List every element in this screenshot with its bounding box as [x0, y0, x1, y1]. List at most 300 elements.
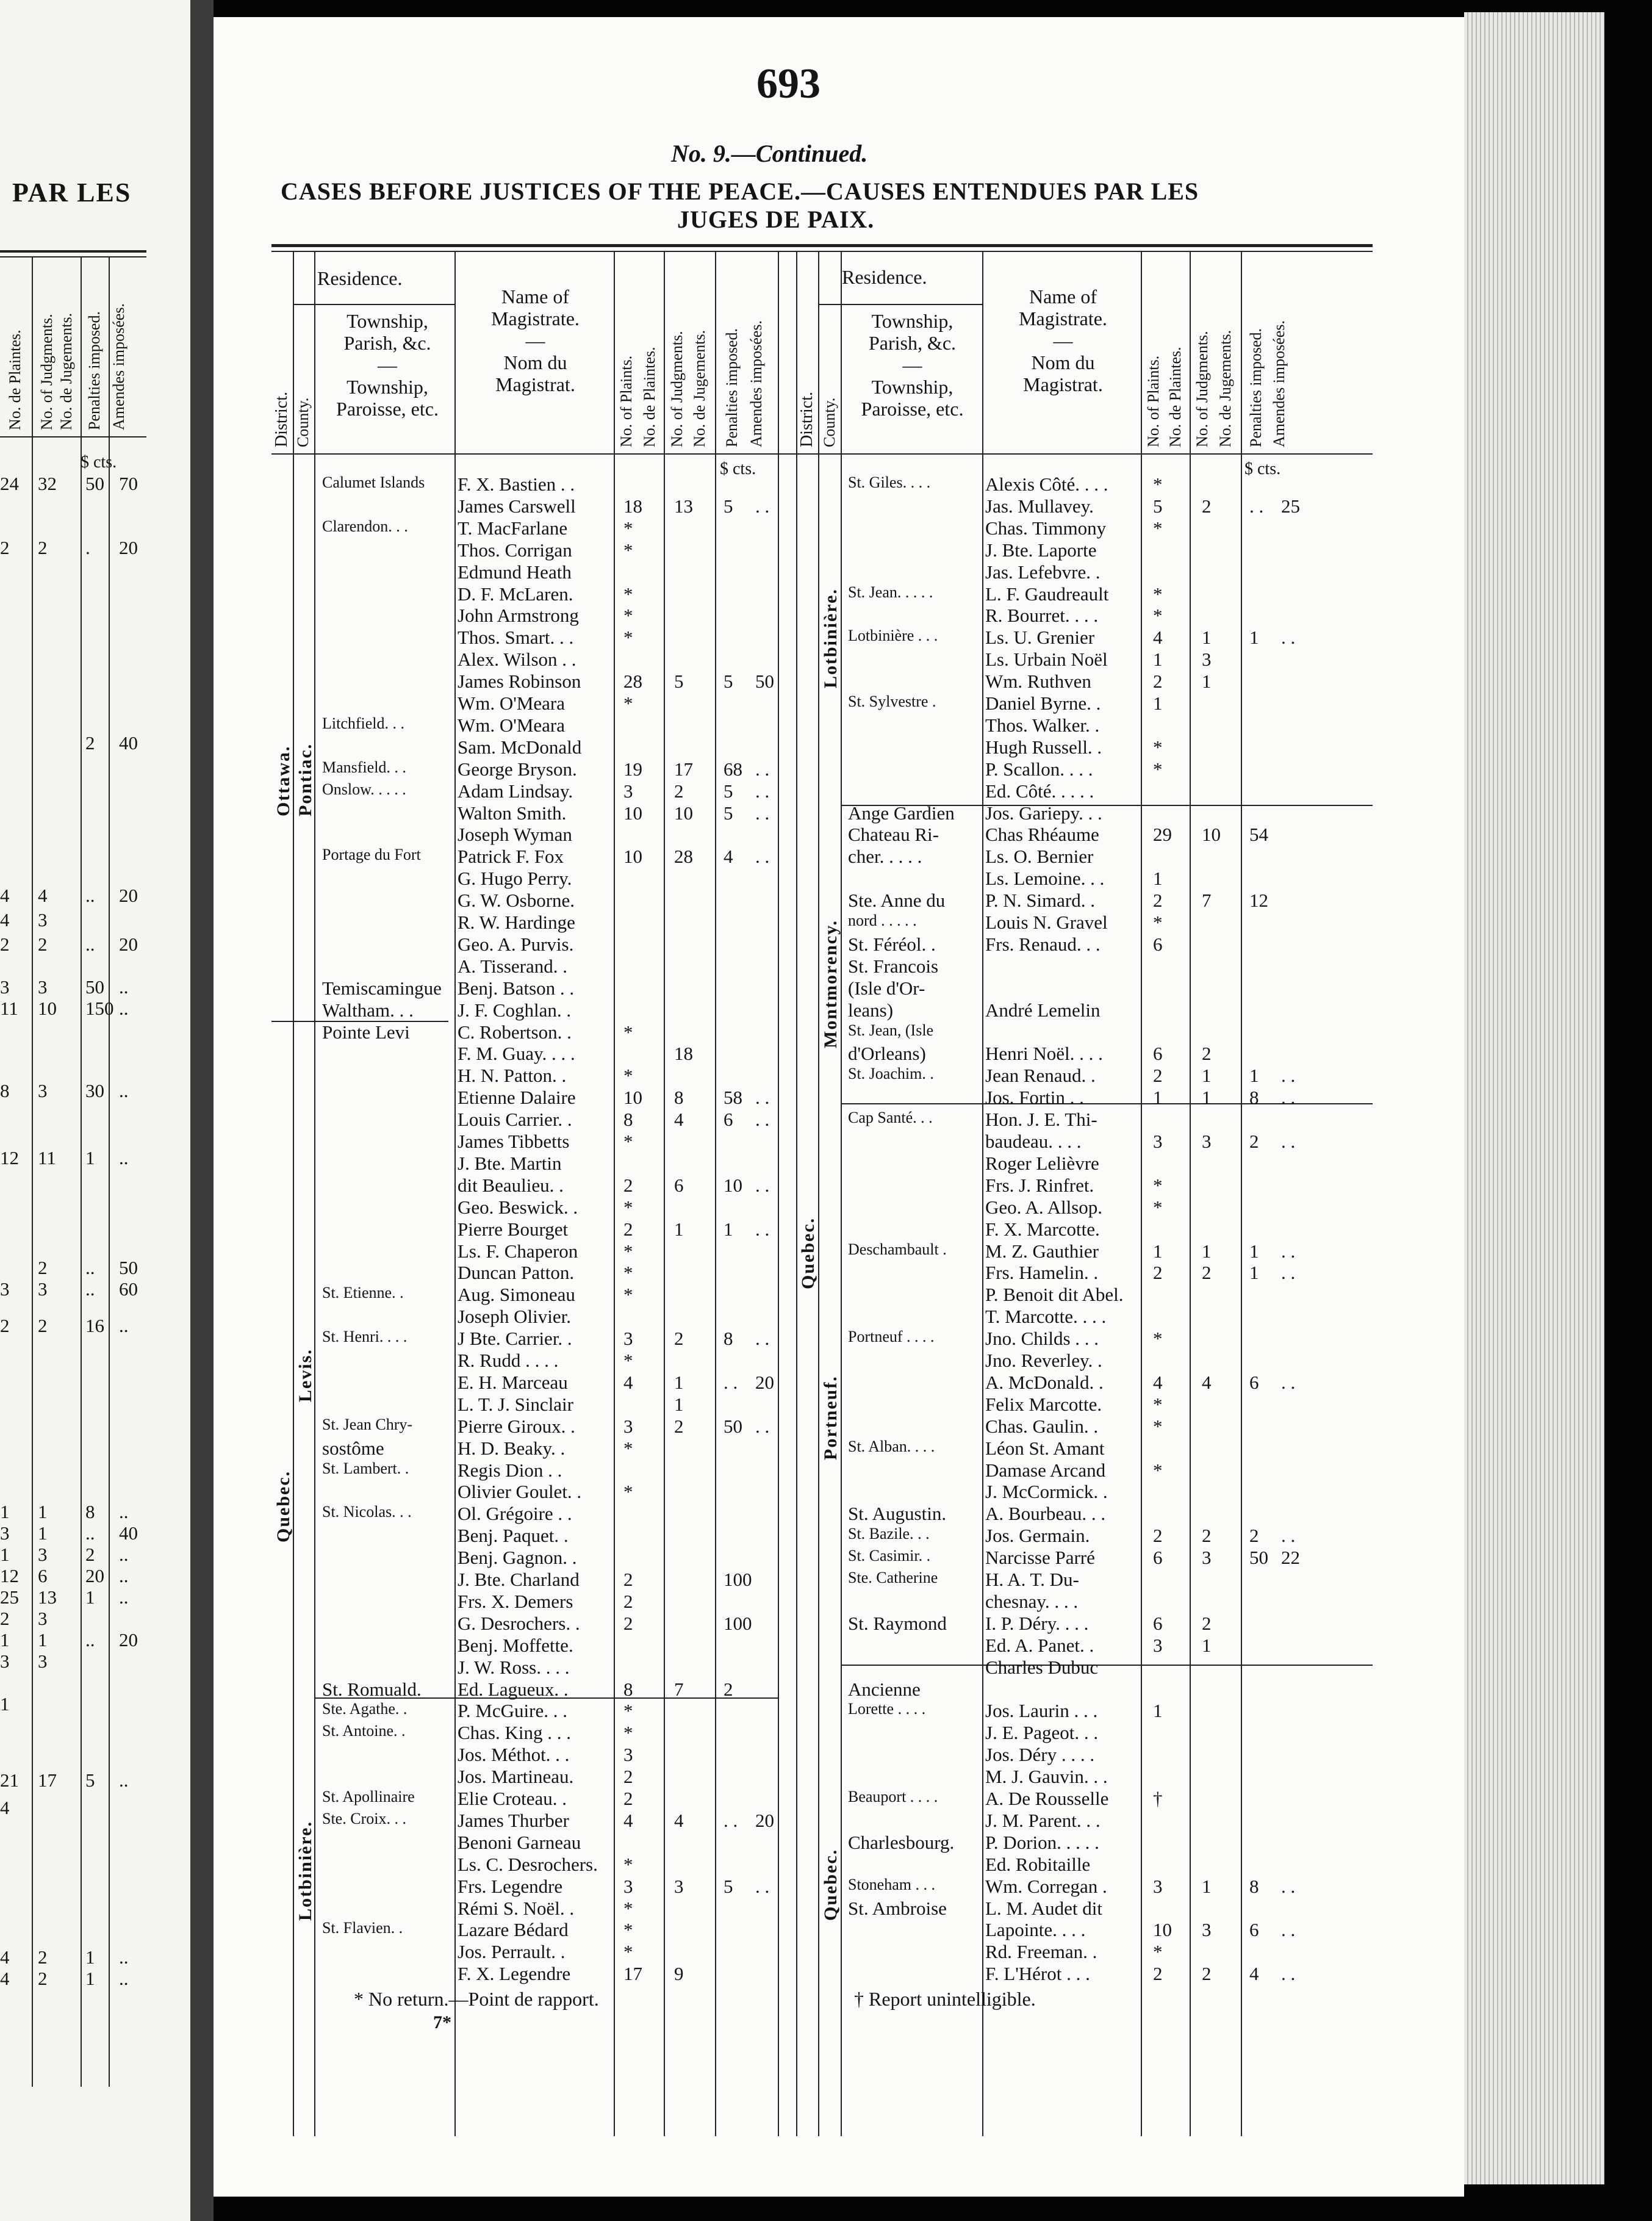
magistrate-cell: Benj. Moffette. [458, 1634, 573, 1656]
magistrate-cell: Frs. X. Demers [458, 1590, 573, 1612]
residence-cell: Lotbinière . . . [848, 627, 938, 645]
left-fragment-cell: .. [119, 976, 129, 998]
magistrate-cell: A. De Rousselle [985, 1788, 1109, 1809]
plaints-cell: 8 [623, 1678, 633, 1700]
residence-cell: Ste. Anne du [848, 890, 946, 912]
magistrate-cell: Léon St. Amant [985, 1437, 1105, 1459]
left-fragment-cell: 1 [85, 1586, 95, 1608]
left-fragment-cell: 2 [38, 1968, 48, 1989]
residence-cell: Litchfield. . . [322, 714, 405, 732]
left-fragment-cell: 16 [85, 1315, 104, 1336]
left-fragment-cell: 3 [38, 1608, 48, 1629]
magistrate-cell: A. Bourbeau. . . [985, 1503, 1106, 1525]
magistrate-cell: Frs. Renaud. . . [985, 933, 1101, 955]
magistrate-cell: J. E. Pageot. . . [985, 1722, 1099, 1744]
header-jugements-left: No. de Jugements. [691, 329, 708, 447]
header-plaints-right: No. of Plaints. [1144, 355, 1162, 447]
magistrate-cell: T. MacFarlane [458, 517, 568, 539]
magistrate-cell: Jos. Germain. [985, 1525, 1090, 1547]
penalty-cents-cell: 20 [755, 1809, 774, 1831]
judgments-cell: 1 [1202, 627, 1212, 649]
penalty-dollars-cell: 4 [724, 846, 733, 868]
penalty-cents-cell: . . [1281, 1065, 1296, 1087]
left-fragment-cell: .. [119, 1080, 129, 1101]
plaints-cell: 10 [1153, 1919, 1172, 1941]
penalty-cents-cell: . . [1281, 1963, 1296, 1985]
magistrate-cell: Hugh Russell. . [985, 736, 1102, 758]
penalty-cents-cell: . . [755, 1328, 770, 1350]
judgments-cell: 3 [1202, 649, 1212, 671]
left-fragment-cell: 50 [85, 976, 104, 998]
judgments-cell: 2 [1202, 1262, 1212, 1284]
plaints-cell: 17 [623, 1963, 642, 1985]
table-number: No. 9.—Continued. [671, 140, 868, 167]
plaints-cell: 5 [1153, 495, 1163, 517]
left-fragment-cell: 5 [85, 1769, 95, 1791]
magistrate-cell: Wm. O'Meara [458, 693, 566, 714]
residence-cell: leans) [848, 999, 894, 1021]
left-header-penalties: Penalties imposed. [85, 311, 103, 430]
left-fragment-cell: 2 [38, 934, 48, 955]
magistrate-cell: M. J. Gauvin. . . [985, 1766, 1108, 1788]
magistrate-cell: Ed. Côté. . . . . [985, 780, 1094, 802]
plaints-cell: * [1153, 1393, 1163, 1415]
plaints-cell: 3 [1153, 1131, 1163, 1152]
magistrate-cell: Charles Dubuc [985, 1656, 1099, 1678]
header-county-left: County. [294, 397, 312, 447]
left-fragment-cell: 1 [0, 1544, 10, 1565]
penalty-dollars-cell: 6 [724, 1109, 733, 1131]
plaints-cell: * [623, 1196, 633, 1218]
county-levis: Levis. [295, 1348, 315, 1402]
left-fragment-cell: .. [85, 1278, 95, 1300]
magistrate-cell: Ls. U. Grenier [985, 627, 1095, 649]
left-fragment-cell: .. [119, 998, 129, 1019]
magistrate-cell: Ls. O. Bernier [985, 846, 1094, 868]
left-fragment-cell: 3 [38, 1278, 48, 1300]
residence-cell: Ange Gardien [848, 802, 955, 824]
magistrate-cell: Walton Smith. [458, 802, 567, 824]
magistrate-cell: M. Z. Gauthier [985, 1240, 1099, 1262]
magistrate-cell: R. Rudd . . . . [458, 1350, 559, 1371]
left-fragment-cell: 4 [38, 885, 48, 906]
county-lotbiniere-right: Lotbinière. [821, 588, 841, 688]
magistrate-cell: Louis Carrier. . [458, 1109, 572, 1131]
left-fragment-cell: 2 [85, 732, 95, 754]
magistrate-cell: Frs. Hamelin. . [985, 1262, 1099, 1284]
magistrate-cell: Chas. Timmony [985, 517, 1107, 539]
left-fragment-cell: 60 [119, 1278, 138, 1300]
left-fragment-cell: 1 [38, 1501, 48, 1522]
magistrate-cell: Thos. Smart. . . [458, 627, 574, 649]
magistrate-cell: Jos. Perrault. . [458, 1941, 566, 1963]
magistrate-cell: J. McCormick. . [985, 1481, 1108, 1503]
residence-cell: Ste. Catherine [848, 1569, 938, 1586]
magistrate-cell: J. Bte. Charland [458, 1569, 580, 1590]
residence-cell: St. Etienne. . [322, 1284, 404, 1302]
magistrate-cell: Regis Dion . . [458, 1459, 562, 1481]
header-plaintes-right: No. de Plaintes. [1166, 347, 1184, 447]
judgments-cell: 3 [1202, 1919, 1212, 1941]
header-county-right: County. [821, 397, 838, 447]
plaints-cell: * [623, 1853, 633, 1875]
plaints-cell: 3 [623, 780, 633, 802]
penalty-dollars-cell: 5 [724, 671, 733, 693]
residence-cell: Stoneham . . . [848, 1875, 935, 1893]
residence-cell: St. Nicolas. . . [322, 1503, 412, 1521]
residence-cell: St. Alban. . . . [848, 1437, 935, 1455]
penalty-cents-cell: . . [1281, 1525, 1296, 1547]
magistrate-cell: Roger Lelièvre [985, 1152, 1099, 1174]
residence-cell: St. Francois [848, 955, 939, 977]
residence-cell: St. Lambert. . [322, 1459, 409, 1477]
penalty-cents-cell: . . [755, 846, 770, 868]
left-fragment-cell: 3 [38, 976, 48, 998]
left-fragment-cell: .. [119, 1586, 129, 1608]
header-judgments-left: No. of Judgments. [668, 331, 686, 447]
plaints-cell: 2 [623, 1569, 633, 1590]
county-quebec-right: Quebec. [821, 1848, 841, 1921]
judgments-cell: 1 [1202, 1634, 1212, 1656]
magistrate-cell: Jos. Martineau. [458, 1766, 574, 1788]
residence-cell: nord . . . . . [848, 912, 917, 929]
residence-cell: St. Sylvestre . [848, 693, 936, 710]
magistrate-cell: Ed. Lagueux. . [458, 1678, 569, 1700]
magistrate-cell: G. Hugo Perry. [458, 868, 572, 890]
left-fragment-cell: .. [119, 1565, 129, 1586]
plaints-cell: * [623, 1350, 633, 1371]
magistrate-cell: H. N. Patton. . [458, 1065, 567, 1087]
left-fragment-cell: . [85, 537, 90, 558]
penalty-dollars-cell: 10 [724, 1174, 742, 1196]
left-fragment-cell: 24 [0, 473, 19, 494]
magistrate-cell: P. Benoit dit Abel. [985, 1284, 1124, 1306]
left-fragment-cell: 50 [119, 1257, 138, 1278]
magistrate-cell: Lazare Bédard [458, 1919, 569, 1941]
magistrate-cell: A. McDonald. . [985, 1371, 1104, 1393]
left-fragment-cell: 10 [38, 998, 57, 1019]
plaints-cell: 2 [1153, 1963, 1163, 1985]
magistrate-cell: L. T. J. Sinclair [458, 1393, 573, 1415]
penalty-cents-cell: . . [755, 1875, 770, 1897]
header-penalties-right: Penalties imposed. [1247, 328, 1265, 447]
plaints-cell: 6 [1153, 1612, 1163, 1634]
plaints-cell: 10 [623, 1087, 642, 1109]
plaints-cell: 6 [1153, 933, 1163, 955]
penalty-cents-cell: . . [1281, 1919, 1296, 1941]
plaints-cell: * [623, 517, 633, 539]
plaints-cell: * [623, 1437, 633, 1459]
plaints-cell: 1 [1153, 1700, 1163, 1722]
magistrate-cell: Benj. Paquet. . [458, 1525, 569, 1547]
judgments-cell: 2 [674, 780, 684, 802]
judgments-cell: 1 [674, 1218, 684, 1240]
magistrate-cell: dit Beaulieu. . [458, 1174, 564, 1196]
currency-right: $ cts. [1244, 459, 1281, 478]
plaints-cell: 8 [623, 1109, 633, 1131]
header-residence-left: Residence. [317, 267, 403, 289]
residence-cell: St. Antoine. . [322, 1722, 406, 1740]
magistrate-cell: Edmund Heath [458, 561, 572, 583]
magistrate-cell: A. Tisserand. . [458, 955, 568, 977]
magistrate-cell: George Bryson. [458, 758, 577, 780]
penalty-dollars-cell: 5 [724, 1875, 733, 1897]
plaints-cell: 3 [623, 1415, 633, 1437]
left-fragment-cell: 70 [119, 473, 138, 494]
magistrate-cell: Jas. Mullavey. [985, 495, 1094, 517]
left-fragment-cell: .. [85, 1629, 95, 1650]
magistrate-cell: Ed. Robitaille [985, 1853, 1091, 1875]
plaints-cell: * [623, 1941, 633, 1963]
plaints-cell: 3 [623, 1744, 633, 1766]
plaints-cell: * [1153, 583, 1163, 605]
magistrate-cell: Jno. Reverley. . [985, 1350, 1102, 1371]
table-title-line2: JUGES DE PAIX. [677, 206, 875, 233]
penalty-cents-cell: . . [1281, 1240, 1296, 1262]
judgments-cell: 2 [1202, 1043, 1212, 1065]
penalty-dollars-cell: 12 [1249, 890, 1268, 912]
judgments-cell: 4 [674, 1809, 684, 1831]
plaints-cell: 1 [1153, 1087, 1163, 1109]
magistrate-cell: I. P. Déry. . . . [985, 1612, 1089, 1634]
penalty-dollars-cell: . . [724, 1371, 738, 1393]
magistrate-cell: G. Desrochers. . [458, 1612, 580, 1634]
left-fragment-cell: 12 [0, 1147, 19, 1168]
left-fragment-cell: 4 [0, 1946, 10, 1968]
left-fragment-cell: 8 [85, 1501, 95, 1522]
penalty-dollars-cell: 8 [1249, 1875, 1259, 1897]
magistrate-cell: Elie Croteau. . [458, 1788, 567, 1809]
header-district-right: District. [797, 392, 816, 447]
plaints-cell: 29 [1153, 824, 1172, 846]
header-amendes-right: Amendes imposées. [1270, 320, 1288, 447]
magistrate-cell: Jno. Childs . . . [985, 1328, 1099, 1350]
residence-cell: Portneuf . . . . [848, 1328, 935, 1346]
magistrate-cell: F. X. Marcotte. [985, 1218, 1100, 1240]
penalty-cents-cell: . . [755, 780, 770, 802]
left-fragment-cell: 8 [0, 1080, 10, 1101]
left-fragment-cell: 3 [38, 1080, 48, 1101]
magistrate-cell: G. W. Osborne. [458, 890, 575, 912]
penalty-cents-cell: . . [1281, 1131, 1296, 1152]
plaints-cell: * [1153, 473, 1163, 495]
magistrate-cell: James Tibbetts [458, 1131, 570, 1152]
footnote-no-return: * No return.—Point de rapport. [354, 1988, 599, 2010]
left-fragment-cell: .. [85, 1522, 95, 1544]
penalty-dollars-cell: 1 [1249, 1240, 1259, 1262]
plaints-cell: 6 [1153, 1043, 1163, 1065]
left-fragment-cell: 1 [85, 1946, 95, 1968]
residence-cell: Ancienne [848, 1678, 921, 1700]
residence-cell: St. Bazile. . . [848, 1525, 930, 1543]
left-fragment-cell: 17 [38, 1769, 57, 1791]
plaints-cell: * [623, 1722, 633, 1744]
penalty-dollars-cell: 8 [724, 1328, 733, 1350]
judgments-cell: 4 [1202, 1371, 1212, 1393]
left-fragment-cell: 3 [38, 1544, 48, 1565]
judgments-cell: 6 [674, 1174, 684, 1196]
left-page-title: PAR LES [12, 178, 132, 207]
magistrate-cell: J Bte. Carrier. . [458, 1328, 572, 1350]
plaints-cell: * [623, 1240, 633, 1262]
magistrate-cell: Frs. J. Rinfret. [985, 1174, 1094, 1196]
magistrate-cell: Chas. Gaulin. . [985, 1415, 1099, 1437]
plaints-cell: 19 [623, 758, 642, 780]
left-fragment-cell: 3 [38, 909, 48, 931]
judgments-cell: 2 [674, 1328, 684, 1350]
judgments-cell: 1 [674, 1393, 684, 1415]
left-fragment-cell: 20 [119, 885, 138, 906]
residence-cell: St. Ambroise [848, 1897, 947, 1919]
residence-cell: Lorette . . . . [848, 1700, 926, 1718]
header-judgments-right: No. of Judgments. [1193, 331, 1211, 447]
header-plaintes-left: No. de Plaintes. [641, 347, 658, 447]
header-township-right: Township, Parish, &c. — Township, Paroisse, etc. [861, 310, 964, 420]
magistrate-cell: Rd. Freeman. . [985, 1941, 1097, 1963]
left-fragment-cell: 3 [0, 976, 10, 998]
plaints-cell: * [623, 1262, 633, 1284]
left-fragment-cell: 4 [0, 909, 10, 931]
left-fragment-cell: 25 [0, 1586, 19, 1608]
left-fragment-cell: 21 [0, 1769, 19, 1791]
magistrate-cell: Wm. Ruthven [985, 671, 1091, 693]
left-fragment-cell: 3 [38, 1650, 48, 1672]
plaints-cell: 6 [1153, 1547, 1163, 1569]
footnote-unintelligible: † Report unintelligible. [854, 1988, 1036, 2010]
judgments-cell: 10 [674, 802, 693, 824]
magistrate-cell: Thos. Walker. . [985, 714, 1100, 736]
magistrate-cell: J. Bte. Martin [458, 1152, 562, 1174]
magistrate-cell: Jos. Déry . . . . [985, 1744, 1095, 1766]
header-plaints-left: No. of Plaints. [617, 355, 635, 447]
residence-cell: St. Raymond [848, 1612, 947, 1634]
magistrate-cell: James Thurber [458, 1809, 569, 1831]
residence-cell: St. Giles. . . . [848, 473, 931, 491]
plaints-cell: 4 [1153, 1371, 1163, 1393]
left-fragment-cell: .. [119, 1968, 129, 1989]
left-fragment-cell: 20 [119, 934, 138, 955]
magistrate-cell: James Carswell [458, 495, 576, 517]
magistrate-cell: Wm. Corregan . [985, 1875, 1107, 1897]
district-quebec-right: Quebec. [798, 1217, 818, 1289]
left-fragment-cell: .. [85, 934, 95, 955]
penalty-dollars-cell: 1 [1249, 1262, 1259, 1284]
left-fragment-cell: 1 [0, 1693, 10, 1715]
judgments-cell: 2 [1202, 495, 1212, 517]
left-header-judgments: No. of Judgments. [38, 314, 56, 430]
magistrate-cell: Ls. F. Chaperon [458, 1240, 578, 1262]
penalty-dollars-cell: 1 [1249, 627, 1259, 649]
plaints-cell: 2 [1153, 671, 1163, 693]
left-currency: $ cts. [81, 453, 117, 472]
magistrate-cell: Joseph Wyman [458, 824, 572, 846]
judgments-cell: 2 [1202, 1612, 1212, 1634]
magistrate-cell: Benj. Batson . . [458, 977, 575, 999]
plaints-cell: * [1153, 1196, 1163, 1218]
judgments-cell: 3 [674, 1875, 684, 1897]
left-fragment-cell: .. [85, 1257, 95, 1278]
judgments-cell: 3 [1202, 1131, 1212, 1152]
judgments-cell: 7 [1202, 890, 1212, 912]
magistrate-cell: Rémi S. Noël. . [458, 1897, 575, 1919]
penalty-cents-cell: . . [755, 1218, 770, 1240]
residence-cell: Clarendon. . . [322, 517, 408, 535]
penalty-dollars-cell: 5 [724, 495, 733, 517]
magistrate-cell: Chas. King . . . [458, 1722, 571, 1744]
left-fragment-cell: 2 [85, 1544, 95, 1565]
magistrate-cell: P. N. Simard. . [985, 890, 1095, 912]
left-fragment-cell: 50 [85, 473, 104, 494]
header-township-left: Township, Parish, &c. — Township, Paroisse, etc. [336, 310, 439, 420]
plaints-cell: * [1153, 1941, 1163, 1963]
plaints-cell: * [623, 539, 633, 561]
residence-cell: sostôme [322, 1437, 384, 1459]
magistrate-cell: Ls. Urbain Noël [985, 649, 1108, 671]
magistrate-cell: Jas. Lefebvre. . [985, 561, 1101, 583]
penalty-dollars-cell: . . [1249, 495, 1264, 517]
magistrate-cell: R. W. Hardinge [458, 912, 575, 933]
magistrate-cell: Henri Noël. . . . [985, 1043, 1103, 1065]
residence-cell: St. Joachim. . [848, 1065, 934, 1083]
left-fragment-cell: 2 [0, 1608, 10, 1629]
left-fragment-cell: 3 [0, 1650, 10, 1672]
plaints-cell: 18 [623, 495, 642, 517]
judgments-cell: 7 [674, 1678, 684, 1700]
magistrate-cell: Damase Arcand [985, 1459, 1106, 1481]
residence-cell: d'Orleans) [848, 1043, 926, 1065]
residence-cell: St. Flavien. . [322, 1919, 403, 1937]
penalty-cents-cell: 22 [1281, 1547, 1300, 1569]
plaints-cell: 2 [623, 1788, 633, 1809]
magistrate-cell: C. Robertson. . [458, 1021, 572, 1043]
magistrate-cell: Lapointe. . . . [985, 1919, 1086, 1941]
county-portneuf: Portneuf. [821, 1375, 841, 1460]
magistrate-cell: Chas Rhéaume [985, 824, 1099, 846]
plaints-cell: 2 [1153, 1525, 1163, 1547]
magistrate-cell: Alexis Côté. . . . [985, 473, 1108, 495]
residence-cell: Ste. Agathe. . [322, 1700, 408, 1718]
left-fragment-cell: 2 [38, 537, 48, 558]
left-fragment-cell: .. [85, 885, 95, 906]
magistrate-cell: T. Marcotte. . . . [985, 1306, 1107, 1328]
magistrate-cell: Pierre Giroux. . [458, 1415, 575, 1437]
penalty-cents-cell: . . [755, 1087, 770, 1109]
judgments-cell: 1 [1202, 1240, 1212, 1262]
plaints-cell: * [1153, 517, 1163, 539]
magistrate-cell: L. F. Gaudreault [985, 583, 1109, 605]
plaints-cell: 2 [1153, 1065, 1163, 1087]
magistrate-cell: F. X. Legendre [458, 1963, 571, 1985]
left-fragment-cell: 32 [38, 473, 57, 494]
left-fragment-cell: 12 [0, 1565, 19, 1586]
magistrate-cell: Olivier Goulet. . [458, 1481, 582, 1503]
plaints-cell: 1 [1153, 868, 1163, 890]
magistrate-cell: Narcisse Parré [985, 1547, 1095, 1569]
magistrate-cell: Ls. Lemoine. . . [985, 868, 1105, 890]
residence-cell: St. Jean. . . . . [848, 583, 933, 601]
penalty-cents-cell: 25 [1281, 495, 1300, 517]
residence-cell: Portage du Fort [322, 846, 421, 864]
magistrate-cell: Frs. Legendre [458, 1875, 563, 1897]
magistrate-cell: James Robinson [458, 671, 581, 693]
main-page [214, 17, 1464, 2197]
penalty-dollars-cell: 6 [1249, 1371, 1259, 1393]
magistrate-cell: E. H. Marceau [458, 1371, 568, 1393]
magistrate-cell: Jos. Fortin . . [985, 1087, 1084, 1109]
penalty-cents-cell: 50 [755, 671, 774, 693]
residence-cell: Onslow. . . . . [322, 780, 406, 798]
plaints-cell: * [1153, 758, 1163, 780]
